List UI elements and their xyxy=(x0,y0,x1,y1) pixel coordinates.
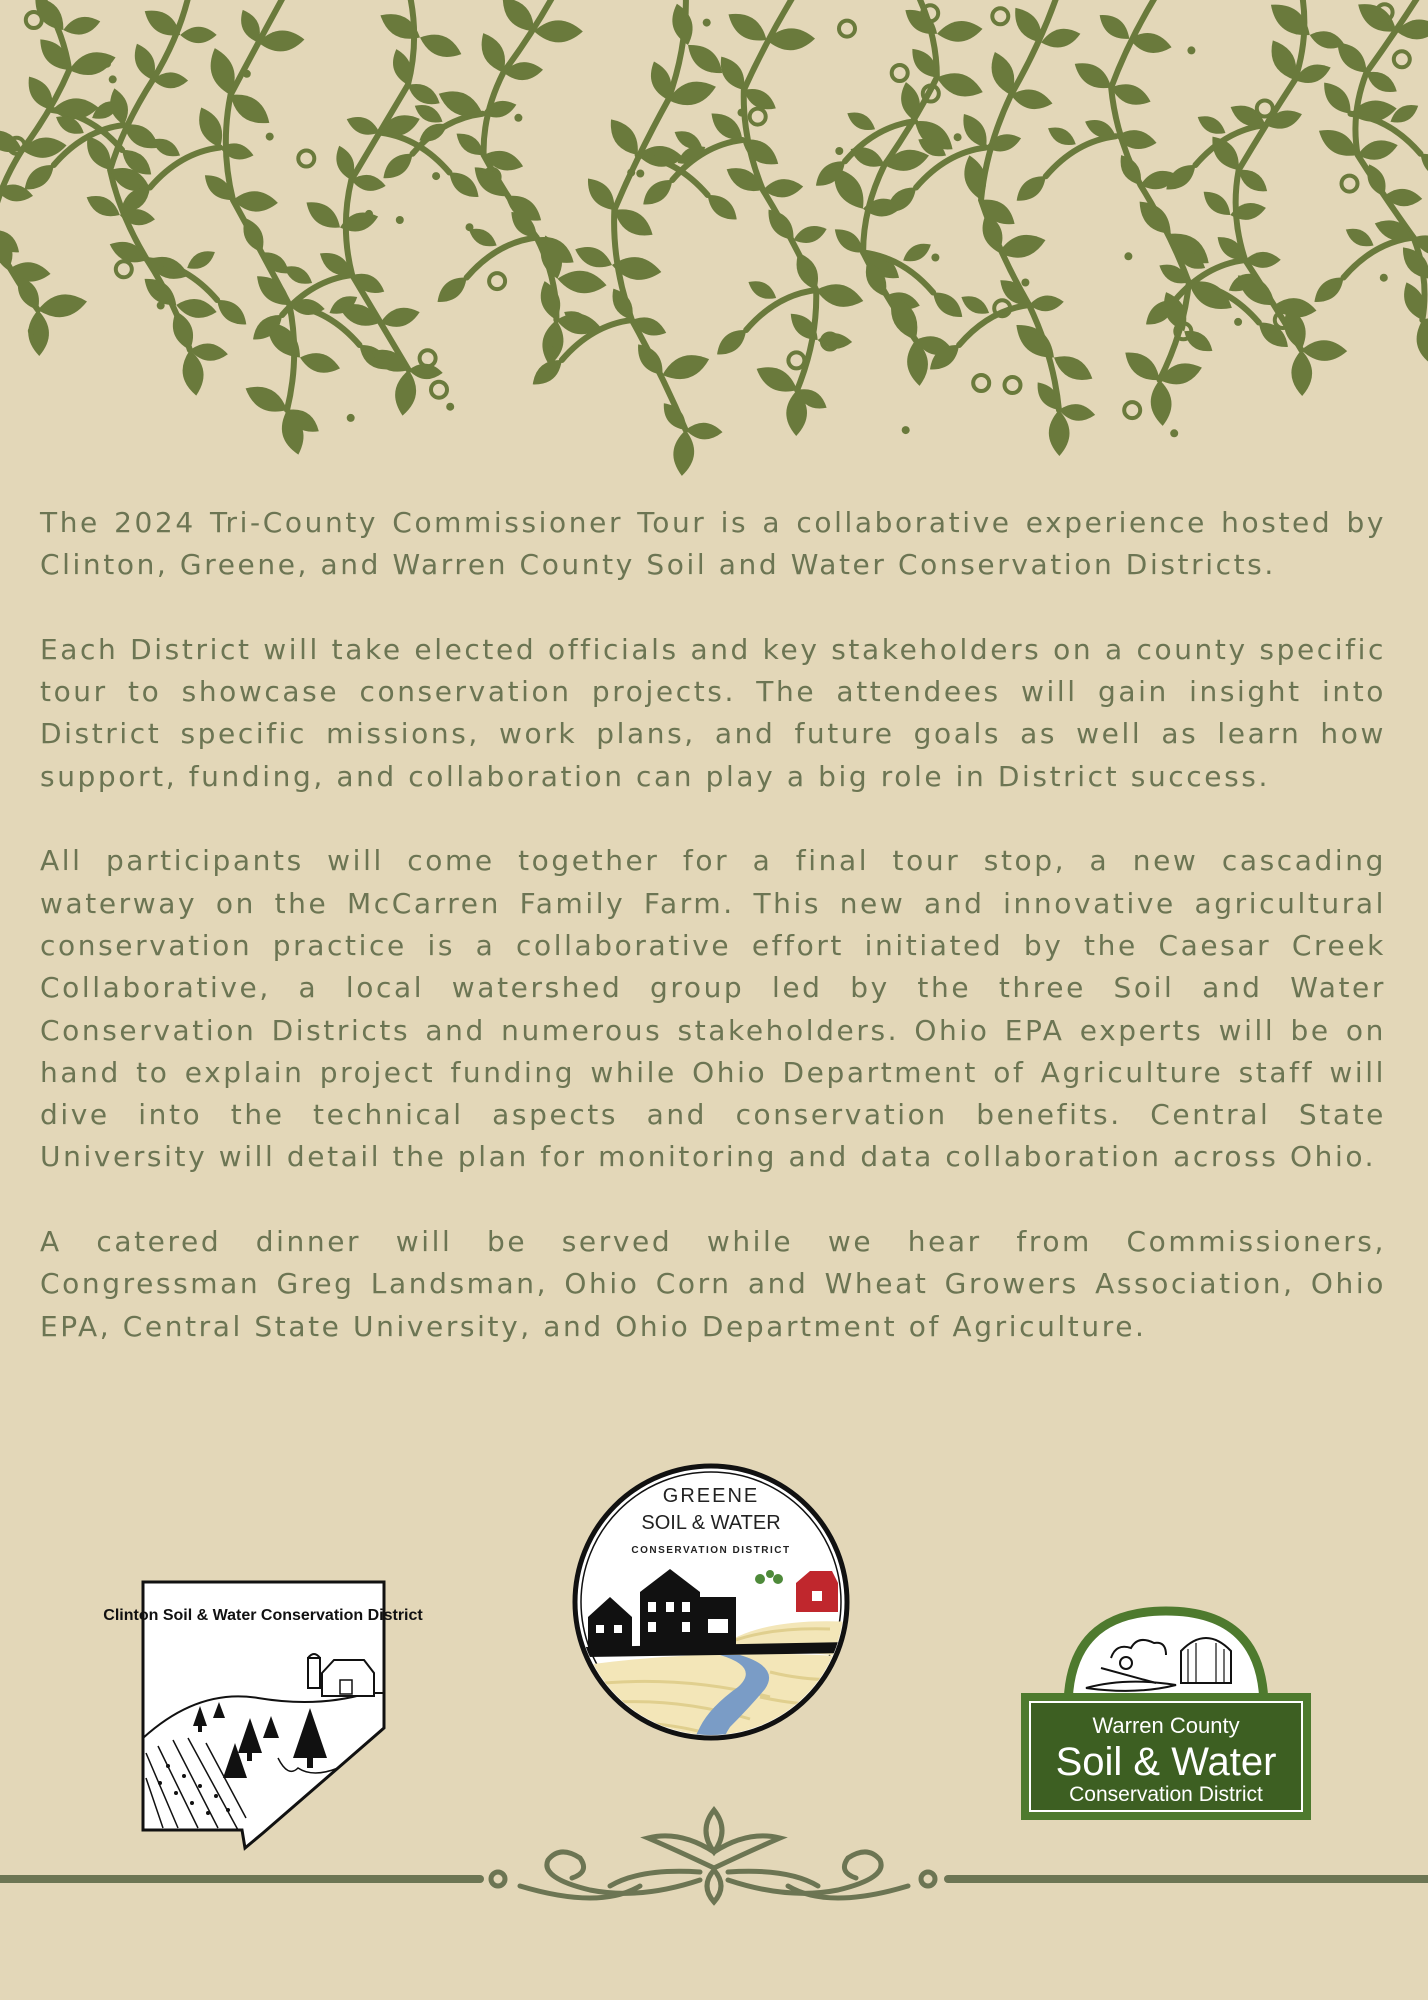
flourish-divider-icon xyxy=(0,1790,1428,1920)
paragraph-intro: The 2024 Tri-County Commissioner Tour is a collaborative experience hosted by Clinton, Greene, and Warren County Soil and Water Conservation Districts. xyxy=(40,506,1386,582)
vine-border-icon xyxy=(0,0,1428,490)
greene-logo-line1: GREENE xyxy=(662,1485,760,1507)
greene-logo-line3: CONSERVATION DISTRICT xyxy=(631,1545,791,1556)
greene-swcd-logo xyxy=(570,1457,852,1747)
warren-logo-line3: Conservation District xyxy=(1069,1783,1263,1806)
warren-logo-line1: Warren County xyxy=(1092,1713,1240,1738)
paragraph-dinner: A catered dinner will be served while we hear from Commissioners, Congressman Greg Landsman, Ohio Corn and Wheat Growers Association, Ohio EPA, Central State University, and Ohio Department of Agriculture. xyxy=(40,1225,1386,1343)
paragraph-district-tours: Each District will take elected officials and key stakeholders on a county specific tour to showcase conservation projects. The attendees will gain insight into District specific missions, work plans, and future goals as well as learn how support, funding, and collaboration can play a big role in District success. xyxy=(40,632,1386,793)
warren-logo-line2: Soil & Water xyxy=(1055,1740,1277,1784)
greene-logo-line2: SOIL & WATER xyxy=(641,1512,781,1534)
clinton-logo-title: Clinton Soil & Water Conservation District xyxy=(103,1607,423,1624)
paragraph-final-stop: All participants will come together for a final tour stop, a new cascading waterway on the McCarren Family Farm. This new and innovative agricultural conservation practice is a collaborative effort initiated by the Caesar Creek Collaborative, a local watershed group led by the three Soil and Water Conservation Districts and numerous stakeholders. Ohio EPA experts will be on hand to explain project funding while Ohio Department of Agriculture staff will dive into the technical aspects and conservation benefits. Central State University will detail the plan for monitoring and data collaboration across Ohio. xyxy=(40,844,1386,1174)
event-description xyxy=(40,502,1386,1390)
